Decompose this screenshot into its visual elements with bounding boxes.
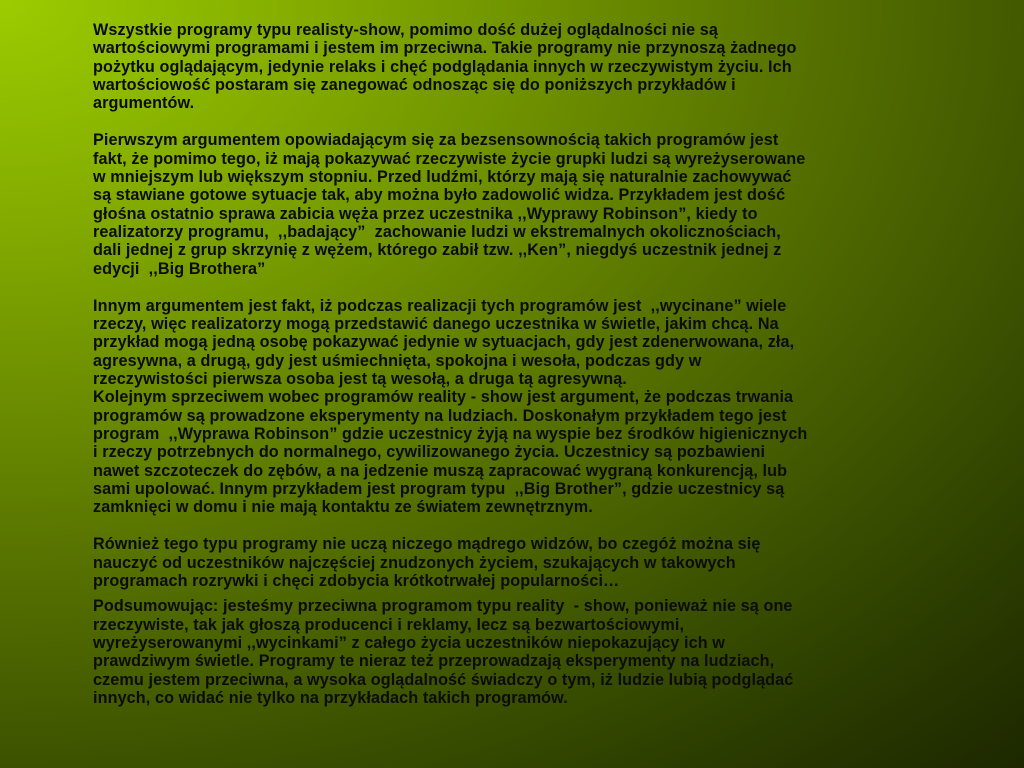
paragraph-conclusion: Podsumowując: jesteśmy przeciwna programom typu reality - show, ponieważ nie są one rzeczywiste, tak jak głoszą producenci i reklamy, lecz są bezwartościowymi, wyreżyserowanymi ,,wycinkami” z całego życia uczestników niepokazujący ich w prawdziwym świetle. Programy te nieraz też przeprowadzają eksperymenty na ludziach, czemu jestem przeciwna, a wysoka oglądalność świadczy o tym, iż ludzie lubią podglądać innych, co widać nie tylko na przykładach takich programów. [93,597,794,707]
essay-text-block [93,21,965,707]
paragraph-argument-editing-experiments: Innym argumentem jest fakt, iż podczas realizacji tych programów jest ,,wycinane” wiele rzeczy, więc realizatorzy mogą przedstawić danego uczestnika w świetle, jakim chcą. Na przykład mogą jedną osobę pokazywać jedynie w sytuacjach, gdy jest zdenerwowana, zła, agresywna, a drugą, gdy jest uśmiechnięta, spokojna i wesoła, podczas gdy w rzeczywistości pierwsza osoba jest tą wesołą, a druga tą agresywną. Kolejnym sprzeciwem wobec programów reality - show jest argument, że podczas trwania programów są prowadzone eksperymenty na ludziach. Doskonałym przykładem tego jest program ,,Wyprawa Robinson” gdzie uczestnicy żyją na wyspie bez środków higienicznych i rzeczy potrzebnych do normalnego, cywilizowanego życia. Uczestnicy są pozbawieni nawet szczoteczek do zębów, a na jedzenie muszą zapracować wygraną konkurencją, lub sami upolować. Innym przykładem jest program typu ,,Big Brother”, gdzie uczestnicy są zamknięci w domu i nie mają kontaktu ze światem zewnętrznym. [93,296,808,517]
paragraph-spacer [93,590,965,597]
paragraph-spacer [93,278,965,297]
paragraph-spacer [93,112,965,131]
paragraph-spacer [93,516,965,535]
paragraph-introduction: Wszystkie programy typu realisty-show, pomimo dość dużej oglądalności nie są wartościowymi programami i jestem im przeciwna. Takie programy nie przynoszą żadnego pożytku oglądającym, jedynie relaks i chęć podglądania innych w rzeczywistym życiu. Ich wartościowość postaram się zanegować odnosząc się do poniższych przykładów i argumentów. [93,21,797,113]
paragraph-argument-staged: Pierwszym argumentem opowiadającym się za bezsensownością takich programów jest fakt, że pomimo tego, iż mają pokazywać rzeczywiste życie grupki ludzi są wyreżyserowane w mniejszym lub większym stopniu. Przed ludźmi, którzy mają się naturalnie zachowywać są stawiane gotowe sytuacje tak, aby można było zadowolić widza. Przykładem jest dość głośna ostatnio sprawa zabicia węża przez uczestnika ,,Wyprawy Robinson”, kiedy to realizatorzy programu, ,,badający” zachowanie ludzi w ekstremalnych okolicznościach, dali jednej z grup skrzynię z wężem, którego zabił tzw. ,,Ken”, niegdyś uczestnik jednej z edycji ,,Big Brothera” [93,131,806,278]
paragraph-argument-nothing-to-learn: Również tego typu programy nie uczą niczego mądrego widzów, bo czegóż można się nauczyć od uczestników najczęściej znudzonych życiem, szukających w takowych programach rozrywki i chęci zdobycia krótkotrwałej popularności… [93,535,761,591]
